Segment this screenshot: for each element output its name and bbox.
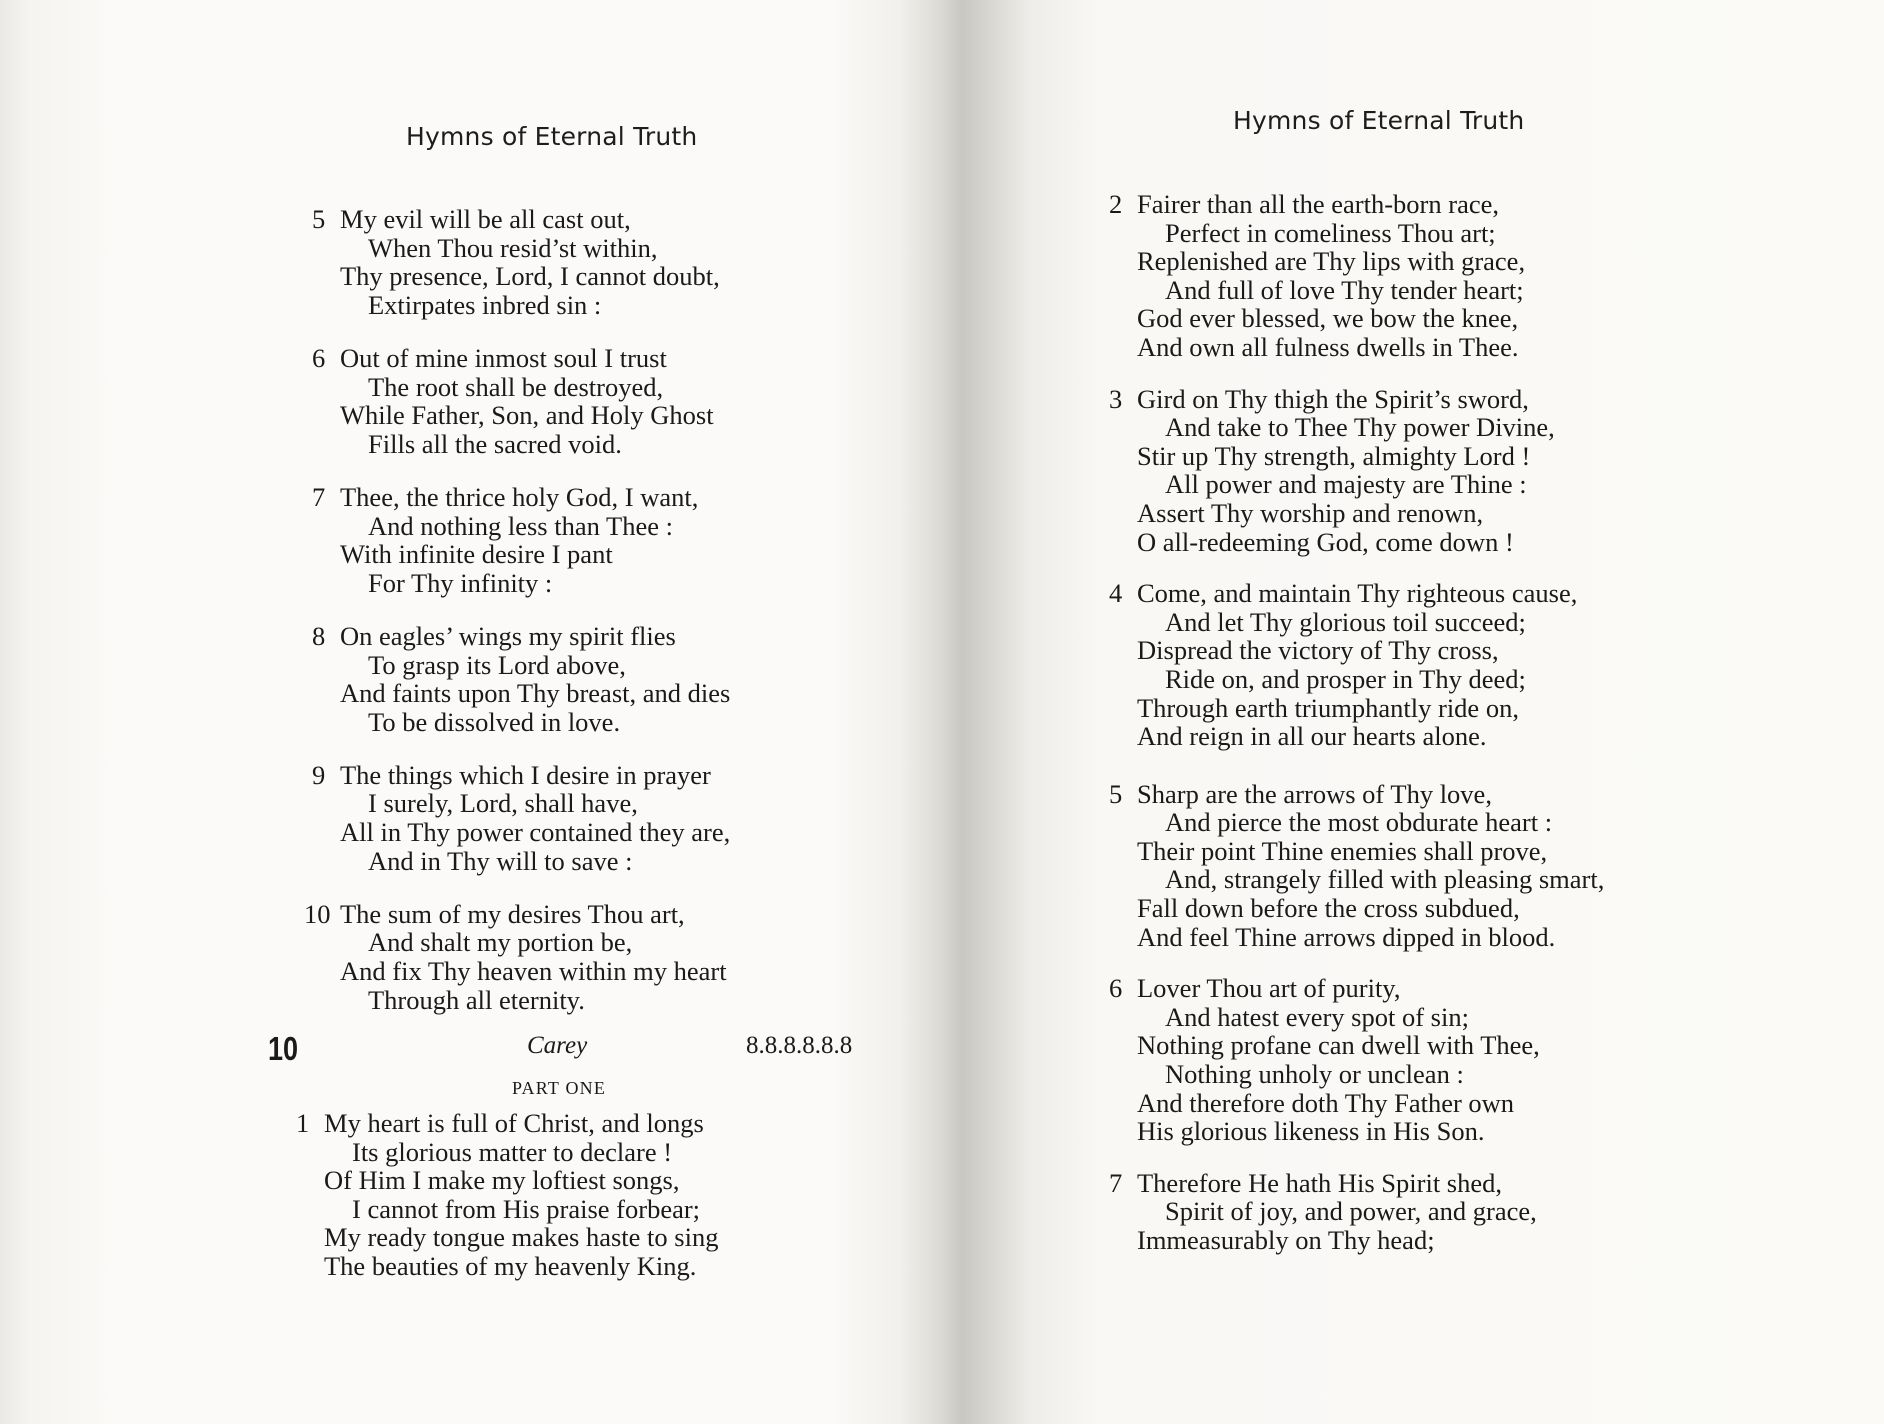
verse-line: And, strangely filled with pleasing smart, xyxy=(1165,864,1605,895)
hymn-header xyxy=(268,1024,868,1074)
part-heading: PART ONE xyxy=(512,1078,607,1098)
verse-line: Dispread the victory of Thy cross, xyxy=(1137,635,1499,666)
verse-line: And feel Thine arrows dipped in blood. xyxy=(1137,921,1556,952)
verse xyxy=(312,481,730,598)
verse-line: And let Thy glorious toil succeed; xyxy=(1165,606,1526,637)
verse-line: Nothing profane can dwell with Thee, xyxy=(1137,1030,1540,1061)
verse-line: Immeasurably on Thy head; xyxy=(1137,1225,1435,1255)
verse-number: 9 xyxy=(312,759,326,790)
verse-list xyxy=(304,204,731,1039)
verse-number: 1 xyxy=(296,1108,310,1138)
verse-line: Lover Thou art of purity, xyxy=(1137,973,1401,1004)
verse-line: I surely, Lord, shall have, xyxy=(368,788,638,819)
verse-line: While Father, Son, and Holy Ghost xyxy=(340,400,714,431)
verse-line: And in Thy will to save : xyxy=(368,845,633,876)
verse-line: Through earth triumphantly ride on, xyxy=(1137,692,1519,723)
verse xyxy=(1109,578,1604,752)
verse-line: Stir up Thy strength, almighty Lord ! xyxy=(1137,440,1531,471)
verse-line: God ever blessed, we bow the knee, xyxy=(1137,303,1519,334)
verse-line: With infinite desire I pant xyxy=(340,539,613,570)
verse-line: Ride on, and prosper in Thy deed; xyxy=(1165,663,1526,694)
verse-line: Perfect in comeliness Thou art; xyxy=(1165,217,1496,248)
verse xyxy=(312,342,730,459)
verse-line: Fairer than all the earth-born race, xyxy=(1137,189,1499,219)
meter: 8.8.8.8.8.8 xyxy=(746,1032,853,1059)
verse-number: 7 xyxy=(1109,1167,1123,1198)
verse-line: My ready tongue makes haste to sing xyxy=(324,1222,719,1253)
verse-line: Thee, the thrice holy God, I want, xyxy=(340,481,699,512)
verse-line: And nothing less than Thee : xyxy=(368,510,673,541)
verse-number: 5 xyxy=(1109,778,1123,809)
verse-line: My heart is full of Christ, and longs xyxy=(324,1108,704,1138)
verse-line: And therefore doth Thy Father own xyxy=(1137,1087,1515,1118)
verse-line: And pierce the most obdurate heart : xyxy=(1165,807,1553,838)
verse-line: And faints upon Thy breast, and dies xyxy=(340,678,731,709)
verse-line: Therefore He hath His Spirit shed, xyxy=(1137,1167,1503,1198)
verse-line: And take to Thee Thy power Divine, xyxy=(1165,412,1555,443)
verse-line: Fills all the sacred void. xyxy=(368,428,622,459)
verse-line: When Thou resid’st within, xyxy=(368,232,658,263)
verse-line: And own all fulness dwells in Thee. xyxy=(1137,331,1519,362)
verse xyxy=(1109,778,1605,952)
verse-line: Extirpates inbred sin : xyxy=(368,289,602,320)
verse xyxy=(312,759,731,876)
verse-line: Out of mine inmost soul I trust xyxy=(340,342,667,373)
verse-line: Come, and maintain Thy righteous cause, xyxy=(1137,578,1578,609)
verse-line: The things which I desire in prayer xyxy=(340,759,711,790)
verse-number: 8 xyxy=(312,620,326,651)
verse-line: All power and majesty are Thine : xyxy=(1165,469,1527,500)
hymn-verse-list xyxy=(296,1108,719,1281)
verse-line: The root shall be destroyed, xyxy=(368,371,664,402)
verse xyxy=(1109,973,1604,1147)
verse xyxy=(1109,189,1604,362)
tune-name: Carey xyxy=(527,1032,588,1059)
verse-line: To grasp its Lord above, xyxy=(368,649,626,680)
verse xyxy=(296,1108,719,1281)
verse-line: Replenished are Thy lips with grace, xyxy=(1137,246,1526,277)
verse-list xyxy=(1109,189,1605,1278)
verse-line: To be dissolved in love. xyxy=(368,706,621,737)
verse-line: Through all eternity. xyxy=(368,984,585,1015)
verse-number: 3 xyxy=(1109,383,1123,414)
right-page xyxy=(942,0,1884,1424)
verse-line: Its glorious matter to declare ! xyxy=(352,1136,673,1167)
verse-number: 10 xyxy=(304,898,331,929)
verse xyxy=(312,204,730,320)
running-head: Hymns of Eternal Truth xyxy=(406,122,698,151)
verse-line: And full of love Thy tender heart; xyxy=(1165,274,1524,305)
running-head: Hymns of Eternal Truth xyxy=(1233,106,1525,135)
verse-number: 6 xyxy=(312,342,326,373)
verse-line: My evil will be all cast out, xyxy=(340,204,631,234)
verse-line: Spirit of joy, and power, and grace, xyxy=(1165,1196,1537,1227)
verse-line: Nothing unholy or unclean : xyxy=(1165,1059,1464,1090)
verse-line: On eagles’ wings my spirit flies xyxy=(340,620,676,651)
verse-number: 7 xyxy=(312,481,326,512)
verse-number: 4 xyxy=(1109,578,1123,609)
verse-line: And reign in all our hearts alone. xyxy=(1137,721,1487,752)
verse-line: Their point Thine enemies shall prove, xyxy=(1137,835,1548,866)
verse-line: Assert Thy worship and renown, xyxy=(1137,497,1484,528)
verse-line: And fix Thy heaven within my heart xyxy=(340,956,727,987)
verse-line: Fall down before the cross subdued, xyxy=(1137,893,1520,924)
verse-line: And shalt my portion be, xyxy=(368,927,633,958)
verse xyxy=(304,898,730,1015)
verse-line: All in Thy power contained they are, xyxy=(340,817,731,848)
verse-number: 2 xyxy=(1109,189,1123,219)
verse-line: The sum of my desires Thou art, xyxy=(340,898,685,929)
verse-line: Thy presence, Lord, I cannot doubt, xyxy=(340,261,720,292)
verse-line: Sharp are the arrows of Thy love, xyxy=(1137,778,1492,809)
verse-line: I cannot from His praise forbear; xyxy=(352,1193,701,1224)
verse-line: Of Him I make my loftiest songs, xyxy=(324,1165,680,1196)
verse-line: For Thy infinity : xyxy=(368,567,553,598)
verse-line: His glorious likeness in His Son. xyxy=(1137,1116,1485,1147)
verse-line: The beauties of my heavenly King. xyxy=(324,1250,697,1281)
verse-line: And hatest every spot of sin; xyxy=(1165,1001,1469,1032)
verse xyxy=(1109,383,1604,557)
verse xyxy=(312,620,731,737)
verse-number: 5 xyxy=(312,204,326,234)
hymn-number: 10 xyxy=(268,1030,299,1067)
verse-number: 6 xyxy=(1109,973,1123,1004)
verse xyxy=(1109,1167,1604,1255)
verse-line: Gird on Thy thigh the Spirit’s sword, xyxy=(1137,383,1529,414)
verse-line: O all-redeeming God, come down ! xyxy=(1137,526,1514,557)
